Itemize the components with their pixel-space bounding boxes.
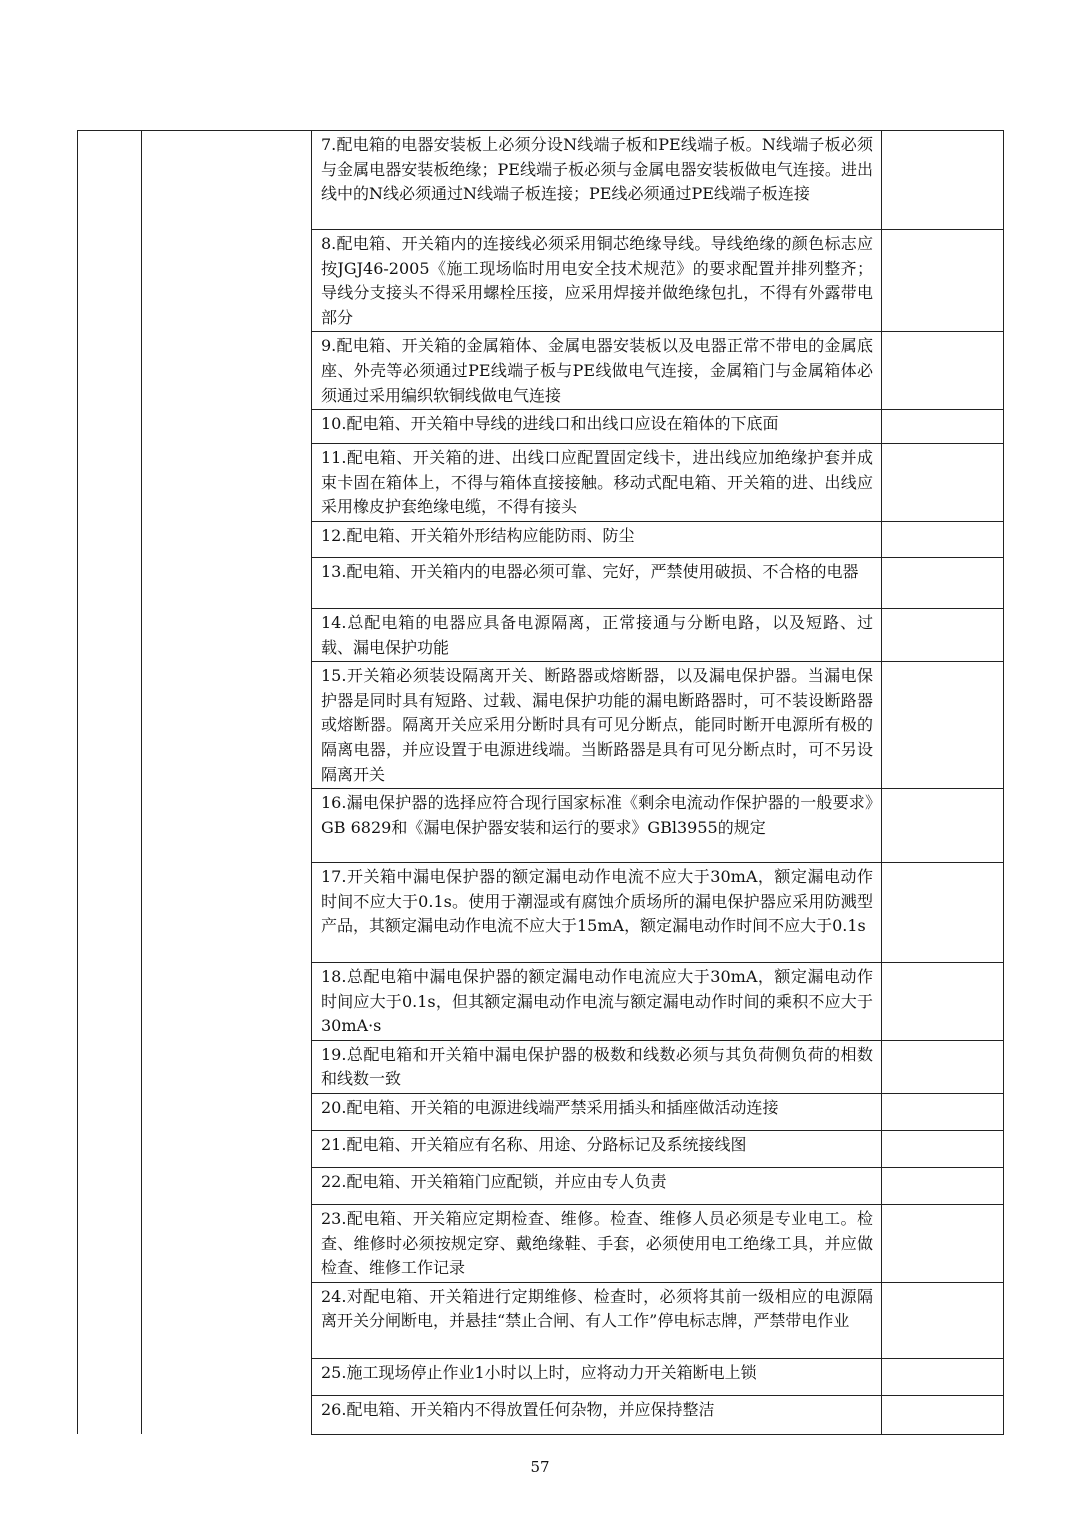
requirement-item: 15.开关箱必须装设隔离开关、断路器或熔断器，以及漏电保护器。当漏电保护器是同时具有短路、过载、漏电保护功能的漏电断路器时，可不装设断路器或熔断器。隔离开关应采用分断时具有可见分断点，能同时断开电源所有极的隔离电器，并应设置于电源进线端。当断路器是具有可见分断点时，可不另设隔离开关 — [312, 662, 882, 789]
result-cell — [882, 608, 1004, 661]
result-cell — [882, 963, 1004, 1041]
requirement-item: 20.配电箱、开关箱的电源进线端严禁采用插头和插座做活动连接 — [312, 1094, 882, 1131]
requirement-item: 26.配电箱、开关箱内不得放置任何杂物，并应保持整洁 — [312, 1395, 882, 1434]
requirement-item: 14.总配电箱的电器应具备电源隔离，正常接通与分断电路，以及短路、过载、漏电保护功能 — [312, 608, 882, 661]
result-cell — [882, 131, 1004, 230]
result-cell — [882, 662, 1004, 789]
inspection-table — [77, 130, 1004, 1435]
result-cell — [882, 332, 1004, 410]
requirement-item: 13.配电箱、开关箱内的电器必须可靠、完好，严禁使用破损、不合格的电器 — [312, 557, 882, 608]
result-cell — [882, 410, 1004, 444]
subcategory-cell — [142, 131, 312, 1435]
result-cell — [882, 230, 1004, 332]
requirement-item: 12.配电箱、开关箱外形结构应能防雨、防尘 — [312, 521, 882, 557]
result-cell — [882, 1205, 1004, 1283]
result-cell — [882, 557, 1004, 608]
requirement-item: 22.配电箱、开关箱箱门应配锁，并应由专人负责 — [312, 1168, 882, 1205]
requirement-item: 23.配电箱、开关箱应定期检查、维修。检查、维修人员必须是专业电工。检查、维修时必须按规定穿、戴绝缘鞋、手套，必须使用电工绝缘工具，并应做检查、维修工作记录 — [312, 1205, 882, 1283]
requirement-item: 16.漏电保护器的选择应符合现行国家标准《剩余电流动作保护器的一般要求》GB 6829和《漏电保护器安装和运行的要求》GBl3955的规定 — [312, 789, 882, 863]
result-cell — [882, 521, 1004, 557]
result-cell — [882, 444, 1004, 522]
page-number: 57 — [530, 1458, 550, 1476]
requirement-item: 8.配电箱、开关箱内的连接线必须采用铜芯绝缘导线。导线绝缘的颜色标志应按JGJ46-2005《施工现场临时用电安全技术规范》的要求配置并排列整齐；导线分支接头不得采用螺栓压接，应采用焊接并做绝缘包扎，不得有外露带电部分 — [312, 230, 882, 332]
result-cell — [882, 1040, 1004, 1093]
result-cell — [882, 1094, 1004, 1131]
result-cell — [882, 1282, 1004, 1358]
requirement-item: 7.配电箱的电器安装板上必须分设N线端子板和PE线端子板。N线端子板必须与金属电器安装板绝缘；PE线端子板必须与金属电器安装板做电气连接。进出线中的N线必须通过N线端子板连接；PE线必须通过PE线端子板连接 — [312, 131, 882, 230]
result-cell — [882, 1395, 1004, 1434]
requirement-item: 24.对配电箱、开关箱进行定期维修、检查时，必须将其前一级相应的电源隔离开关分闸断电，并悬挂“禁止合闸、有人工作”停电标志牌，严禁带电作业 — [312, 1282, 882, 1358]
requirement-item: 11.配电箱、开关箱的进、出线口应配置固定线卡，进出线应加绝缘护套并成束卡固在箱体上，不得与箱体直接接触。移动式配电箱、开关箱的进、出线应采用橡皮护套绝缘电缆，不得有接头 — [312, 444, 882, 522]
result-cell — [882, 863, 1004, 963]
result-cell — [882, 789, 1004, 863]
result-cell — [882, 1358, 1004, 1395]
table-row — [78, 131, 1004, 230]
requirement-item: 25.施工现场停止作业1小时以上时，应将动力开关箱断电上锁 — [312, 1358, 882, 1395]
category-cell — [78, 131, 142, 1435]
requirement-item: 18.总配电箱中漏电保护器的额定漏电动作电流应大于30mA，额定漏电动作时间应大于0.1s，但其额定漏电动作电流与额定漏电动作时间的乘积不应大于30mA·s — [312, 963, 882, 1041]
requirement-item: 10.配电箱、开关箱中导线的进线口和出线口应设在箱体的下底面 — [312, 410, 882, 444]
requirement-item: 17.开关箱中漏电保护器的额定漏电动作电流不应大于30mA，额定漏电动作时间不应大于0.1s。使用于潮湿或有腐蚀介质场所的漏电保护器应采用防溅型产品，其额定漏电动作电流不应大于15mA，额定漏电动作时间不应大于0.1s — [312, 863, 882, 963]
requirement-item: 9.配电箱、开关箱的金属箱体、金属电器安装板以及电器正常不带电的金属底座、外壳等必须通过PE线端子板与PE线做电气连接，金属箱门与金属箱体必须通过采用编织软铜线做电气连接 — [312, 332, 882, 410]
requirement-item: 19.总配电箱和开关箱中漏电保护器的极数和线数必须与其负荷侧负荷的相数和线数一致 — [312, 1040, 882, 1093]
requirement-item: 21.配电箱、开关箱应有名称、用途、分路标记及系统接线图 — [312, 1131, 882, 1168]
result-cell — [882, 1168, 1004, 1205]
result-cell — [882, 1131, 1004, 1168]
